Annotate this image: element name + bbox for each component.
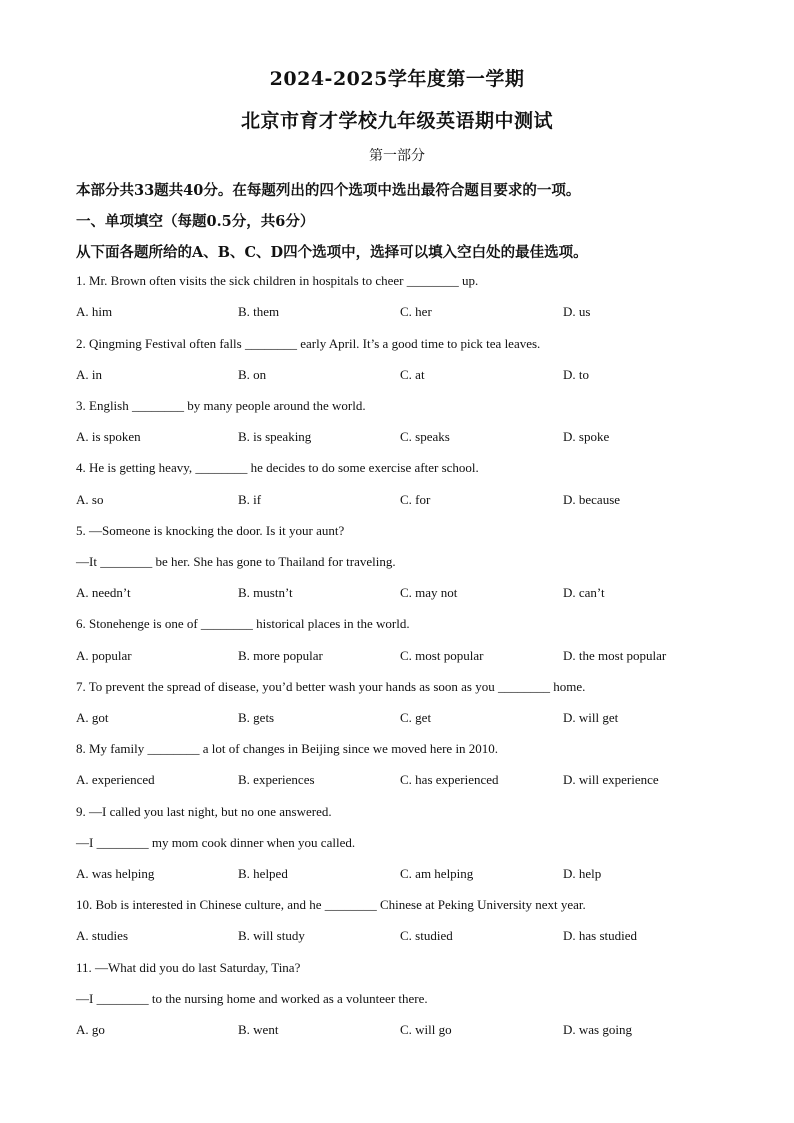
question-8-option-d: D. will experience (563, 772, 659, 787)
question-6-option-b: B. more popular (238, 648, 323, 663)
question-9-option-b: B. helped (238, 866, 288, 881)
question-7-option-a: A. got (76, 710, 109, 725)
question-6-option-c: C. most popular (400, 648, 484, 663)
question-8-option-a: A. experienced (76, 772, 155, 787)
question-10-option-b: B. will study (238, 928, 305, 943)
question-7-option-d: D. will get (563, 710, 619, 725)
question-7-option-c: C. get (400, 710, 432, 725)
question-11-option-a: A. go (76, 1022, 105, 1037)
question-3-option-a: A. is spoken (76, 429, 141, 444)
question-6-stem: 6. Stonehenge is one of ________ historical places in the world. (76, 616, 410, 631)
question-2-option-c: C. at (400, 367, 425, 382)
question-4-option-a: A. so (76, 492, 104, 507)
question-4-stem: 4. He is getting heavy, ________ he decides to do some exercise after school. (76, 460, 479, 475)
question-2-option-d: D. to (563, 367, 589, 382)
part-heading: 第一部分 (369, 148, 425, 164)
question-7-option-b: B. gets (238, 710, 275, 725)
exam-title: 北京市育才学校九年级英语期中测试 (240, 110, 553, 132)
question-3-stem: 3. English ________ by many people around the world. (76, 398, 366, 413)
question-4-option-d: D. because (563, 492, 621, 507)
question-8-option-c: C. has experienced (400, 772, 499, 787)
question-6-option-d: D. the most popular (563, 648, 667, 663)
question-1-option-d: D. us (563, 304, 591, 319)
question-10-option-d: D. has studied (563, 928, 638, 943)
overall-instruction: 本部分共33题共40分。在每题列出的四个选项中选出最符合题目要求的一项。 (76, 182, 581, 199)
question-5-stem-reply: —It ________ be her. She has gone to Thailand for traveling. (76, 554, 396, 569)
question-9-option-c: C. am helping (400, 866, 474, 881)
question-11-option-b: B. went (238, 1022, 279, 1037)
question-2-stem: 2. Qingming Festival often falls ________ early April. It’s a good time to pick tea leaves. (76, 336, 541, 351)
question-9-stem-reply: —I ________ my mom cook dinner when you called. (76, 835, 356, 850)
question-11-option-c: C. will go (400, 1022, 452, 1037)
question-11-option-d: D. was going (563, 1022, 632, 1037)
question-9-option-a: A. was helping (76, 866, 155, 881)
question-2-option-a: A. in (76, 367, 102, 382)
question-9-option-d: D. help (563, 866, 602, 881)
question-6-option-a: A. popular (76, 648, 132, 663)
question-5-option-b: B. mustn’t (238, 585, 293, 600)
question-4-option-c: C. for (400, 492, 431, 507)
section-heading: 一、单项填空（每题0.5分，共6分） (76, 213, 315, 230)
question-8-option-b: B. experiences (238, 772, 315, 787)
question-10-option-a: A. studies (76, 928, 128, 943)
question-3-option-d: D. spoke (563, 429, 610, 444)
question-5-option-c: C. may not (400, 585, 458, 600)
question-1-stem: 1. Mr. Brown often visits the sick children in hospitals to cheer ________ up. (76, 273, 479, 288)
question-11-stem: 11. —What did you do last Saturday, Tina? (76, 960, 301, 975)
question-7-stem: 7. To prevent the spread of disease, you’d better wash your hands as soon as you ________ home. (76, 679, 586, 694)
question-8-stem: 8. My family ________ a lot of changes in Beijing since we moved here in 2010. (76, 741, 499, 756)
question-5-option-a: A. needn’t (76, 585, 131, 600)
question-10-stem: 10. Bob is interested in Chinese culture, and he ________ Chinese at Peking University next year. (76, 897, 586, 912)
question-10-option-c: C. studied (400, 928, 453, 943)
question-3-option-c: C. speaks (400, 429, 450, 444)
question-1-option-c: C. her (400, 304, 432, 319)
question-11-stem-reply: —I ________ to the nursing home and worked as a volunteer there. (76, 991, 428, 1006)
section-direction: 从下面各题所给的A、B、C、D四个选项中，选择可以填入空白处的最佳选项。 (76, 244, 588, 261)
question-2-option-b: B. on (238, 367, 267, 382)
question-5-option-d: D. can’t (563, 585, 605, 600)
question-1-option-b: B. them (238, 304, 280, 319)
question-1-option-a: A. him (76, 304, 113, 319)
question-4-option-b: B. if (238, 492, 262, 507)
question-5-stem: 5. —Someone is knocking the door. Is it your aunt? (76, 523, 345, 538)
exam-title-year: 2024-2025学年度第一学期 (269, 68, 525, 90)
question-3-option-b: B. is speaking (238, 429, 312, 444)
question-9-stem: 9. —I called you last night, but no one answered. (76, 804, 332, 819)
